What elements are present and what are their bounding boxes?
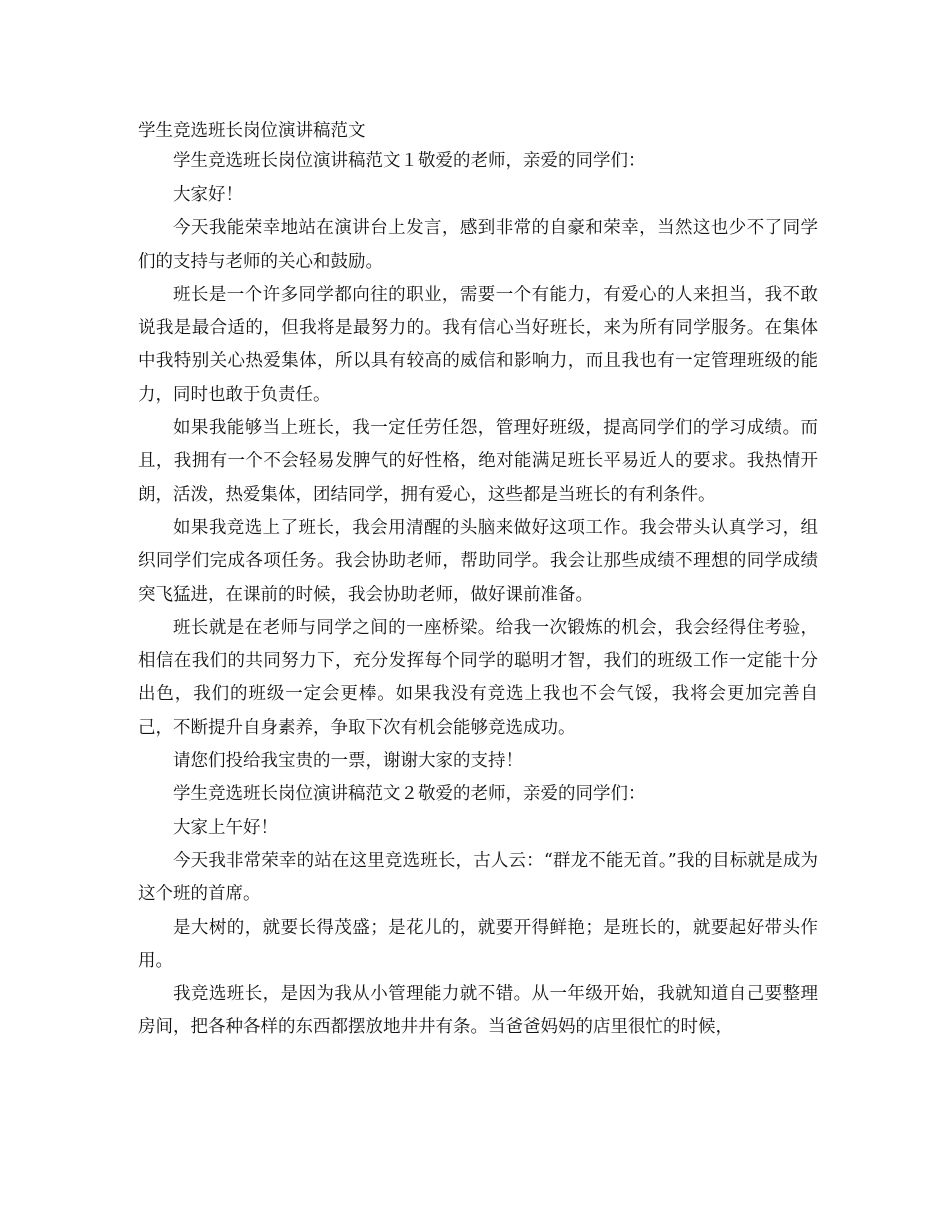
paragraph-6: 如果我竞选上了班长，我会用清醒的头脑来做好这项工作。我会带头认真学习，组织同学们完成各项任务。我会协助老师，帮助同学。我会让那些成绩不理想的同学成绩突飞猛进，在课前的时候，我会协助老师，做好课前准备。 bbox=[138, 517, 818, 605]
document-title: 学生竞选班长岗位演讲稿范文 bbox=[138, 121, 366, 141]
paragraph-5: 如果我能够当上班长，我一定任劳任怨，管理好班级，提高同学们的学习成绩。而且，我拥有一个不会轻易发脾气的好性格，绝对能满足班长平易近人的要求。我热情开朗，活泼，热爱集体，团结同学，拥有爱心，这些都是当班长的有利条件。 bbox=[138, 418, 818, 505]
paragraph-7: 班长就是在老师与同学之间的一座桥梁。给我一次锻炼的机会，我会经得住考验，相信在我们的共同努力下，充分发挥每个同学的聪明才智，我们的班级工作一定能十分出色，我们的班级一定会更棒。如果我没有竞选上我也不会气馁，我将会更加完善自己，不断提升自身素养，争取下次有机会能够竞选成功。 bbox=[138, 617, 818, 738]
paragraph-13: 我竞选班长，是因为我从小管理能力就不错。从一年级开始，我就知道自己要整理房间，把各种各样的东西都摆放地井井有条。当爸爸妈妈的店里很忙的时候， bbox=[138, 984, 818, 1038]
paragraph-1: 学生竞选班长岗位演讲稿范文１敬爱的老师，亲爱的同学们： bbox=[173, 151, 646, 171]
paragraph-12: 是大树的，就要长得茂盛；是花儿的，就要开得鲜艳；是班长的，就要起好带头作用。 bbox=[138, 917, 818, 971]
paragraph-3: 今天我能荣幸地站在演讲台上发言，感到非常的自豪和荣幸，当然这也少不了同学们的支持与老师的关心和鼓励。 bbox=[138, 218, 818, 272]
paragraph-11: 今天我非常荣幸的站在这里竞选班长，古人云：“群龙不能无首。”我的目标就是成为这个班的首席。 bbox=[138, 850, 818, 905]
paragraph-4: 班长是一个许多同学都向往的职业，需要一个有能力，有爱心的人来担当，我不敢说我是最合适的，但我将是最努力的。我有信心当好班长，来为所有同学服务。在集体中我特别关心热爱集体，所以具有较高的威信和影响力，而且我也有一定管理班级的能力，同时也敢于负责任。 bbox=[138, 284, 818, 405]
document-body bbox=[138, 116, 818, 1045]
paragraph-10: 大家上午好！ bbox=[173, 817, 278, 838]
paragraph-8: 请您们投给我宝贵的一票，谢谢大家的支持！ bbox=[173, 751, 523, 772]
paragraph-2: 大家好！ bbox=[173, 185, 243, 205]
paragraph-9: 学生竞选班长岗位演讲稿范文２敬爱的老师，亲爱的同学们： bbox=[173, 784, 646, 805]
